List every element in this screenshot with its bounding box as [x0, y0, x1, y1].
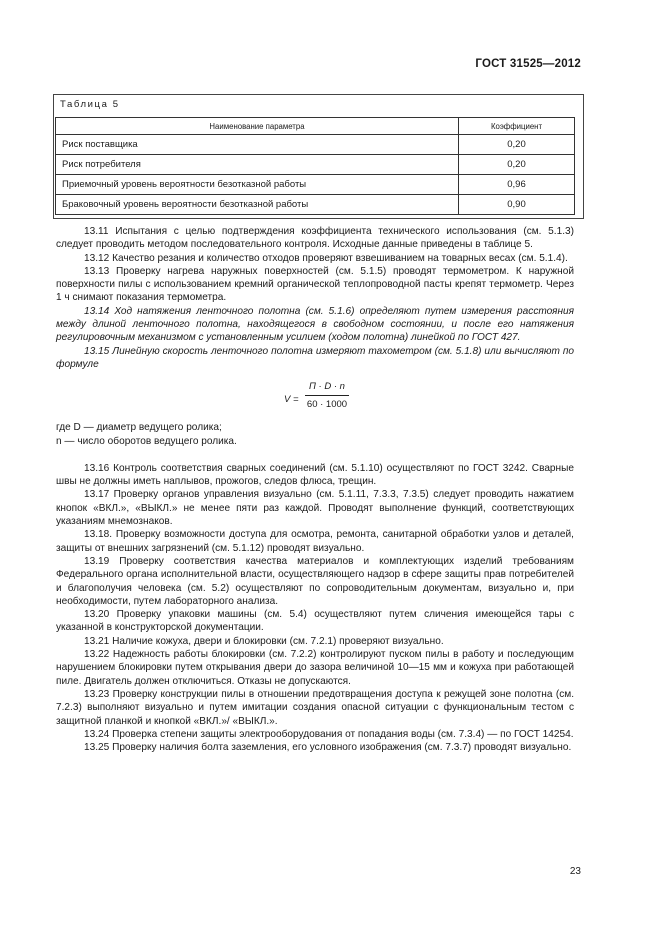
paragraph: 13.15 Линейную скорость ленточного полотна измеряют тахометром (см. 5.1.8) или вычисляют по формуле [56, 345, 574, 370]
document-header: ГОСТ 31525—2012 [475, 58, 581, 70]
table-cell: Приемочный уровень вероятности безотказной работы [56, 175, 459, 195]
column-header: Коэффициент [459, 118, 575, 135]
table-row [56, 175, 575, 195]
paragraph: 13.25 Проверку наличия болта заземления, его условного изображения (см. 7.3.7) проводят визуально. [84, 742, 572, 754]
table-cell: 0,96 [459, 175, 575, 195]
paragraph: 13.20 Проверку упаковки машины (см. 5.4) осуществляют путем сличения имеющейся тары с указанной в конструкторской документации. [56, 609, 574, 634]
table-cell: Риск потребителя [56, 155, 459, 175]
body-text [56, 225, 574, 754]
table-cell: 0,90 [459, 195, 575, 215]
table-row [56, 155, 575, 175]
paragraph: 13.12 Качество резания и количество отходов проверяют взвешиванием на товарных весах (см. 5.1.4). [84, 252, 568, 264]
formula-legend: где D — диаметр ведущего ролика; [56, 422, 222, 434]
table-cell: Риск поставщика [56, 135, 459, 155]
paragraph: 13.16 Контроль соответствия сварных соединений (см. 5.1.10) осуществляют по ГОСТ 3242. Сварные швы не должны иметь наплывов, прожогов, следов флюса, трещин. [56, 462, 574, 488]
paragraph: 13.17 Проверку органов управления визуально (см. 5.1.11, 7.3.3, 7.3.5) следует проводить нажатием кнопок «ВКЛ.», «ВЫКЛ.» не менее пяти раз каждой. Проводят выполнение функций, соответствующих указаниям мнемознаков. [56, 489, 574, 528]
table-cell: Браковочный уровень вероятности безотказной работы [56, 195, 459, 215]
paragraph: 13.22 Надежность работы блокировки (см. 7.2.2) контролируют пуском пилы в работу и последующим нарушением блокировки путем открывания двери до зазора величиной 10—15 мм и кожуха при работающей пиле. Двигатель должен отключиться. Отказы не допускаются. [56, 649, 574, 687]
table-row [56, 195, 575, 215]
formula-denominator: 60 · 1000 [306, 399, 348, 411]
table-caption: Таблица 5 [60, 99, 120, 110]
formula [56, 371, 574, 421]
parameters-table [55, 117, 575, 215]
fraction-bar [305, 395, 349, 396]
paragraph: 13.19 Проверку соответствия качества материалов и комплектующих изделий требованиям Федерального органа исполнительной власти, осуществляющего надзор в сфере защиты прав потребителей и благополучия человека (см. 5.2) осуществляют по сопроводительным документам, визуально и, при необходимости, путем лабораторного анализа. [56, 555, 574, 607]
page-number: 23 [569, 866, 581, 877]
formula-numerator: П · D · n [309, 381, 345, 393]
table-header-row [56, 118, 575, 135]
paragraph: 13.21 Наличие кожуха, двери и блокировки (см. 7.2.1) проверяют визуально. [84, 635, 444, 647]
paragraph: 13.13 Проверку нагрева наружных поверхностей (см. 5.1.5) проводят термометром. К наружной поверхности пилы с использованием кремний органической теплопроводной пасты крепят термометр. Через 1 ч снимают показания термометра. [56, 265, 574, 304]
paragraph: 13.24 Проверка степени защиты электрооборудования от попадания воды (см. 7.3.4) — по ГОСТ 14254. [84, 728, 574, 740]
table-cell: 0,20 [459, 135, 575, 155]
paragraph: 13.23 Проверку конструкции пилы в отношении предотвращения доступа к режущей зоне полотна (см. 7.2.3) выполняют визуально и путем имитации создания опасной ситуации с функциональным тестом с защитной планкой и кнопкой «ВКЛ.»/ «ВЫКЛ.». [56, 688, 574, 727]
formula-legend: n — число оборотов ведущего ролика. [56, 435, 237, 447]
formula-lhs: V = [284, 394, 299, 406]
paragraph: 13.11 Испытания с целью подтверждения коэффициента технического использования (см. 5.1.3) следует проводить методом последовательного контроля. Исходные данные приведены в таблице 5. [56, 226, 574, 251]
paragraph: 13.18. Проверку возможности доступа для осмотра, ремонта, санитарной обработки узлов и деталей, защиты от внешних загрязнений (см. 5.1.12) проводят визуально. [56, 529, 574, 554]
column-header: Наименование параметра [56, 118, 459, 135]
paragraph: 13.14 Ход натяжения ленточного полотна (см. 5.1.6) определяют путем измерения расстояния между длиной ленточного полотна, находящегося в свободном состоянии, и после его натяжения регулировочным механизмом с установленным усилием (ходом полотна) линейкой по ГОСТ 427. [56, 305, 574, 344]
table-cell: 0,20 [459, 155, 575, 175]
table-row [56, 135, 575, 155]
